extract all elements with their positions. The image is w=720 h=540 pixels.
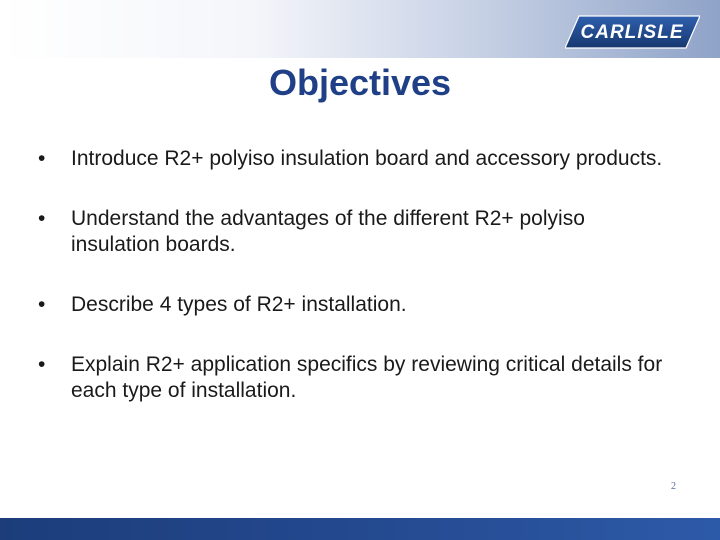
bullet-text: Explain R2+ application specifics by reviewing critical details for each type of installation. xyxy=(71,353,663,402)
bullet-icon: • xyxy=(38,293,46,316)
objectives-list xyxy=(38,146,678,404)
bullet-text: Understand the advantages of the different R2+ polyiso insulation boards. xyxy=(71,207,585,256)
bullet-icon: • xyxy=(38,147,46,170)
bullet-text: Introduce R2+ polyiso insulation board and accessory products. xyxy=(71,147,663,170)
footer-band xyxy=(0,518,720,540)
slide-title: Objectives xyxy=(268,62,452,103)
list-item xyxy=(38,206,678,258)
list-item xyxy=(38,352,678,404)
page-number: 2 xyxy=(671,481,676,492)
svg-text:CARLISLE: CARLISLE xyxy=(580,22,684,43)
list-item xyxy=(38,146,678,172)
bullet-text: Describe 4 types of R2+ installation. xyxy=(71,293,407,316)
list-item xyxy=(38,292,678,318)
bullet-icon: • xyxy=(38,353,46,376)
bullet-icon: • xyxy=(38,207,46,230)
carlisle-logo xyxy=(565,14,700,50)
